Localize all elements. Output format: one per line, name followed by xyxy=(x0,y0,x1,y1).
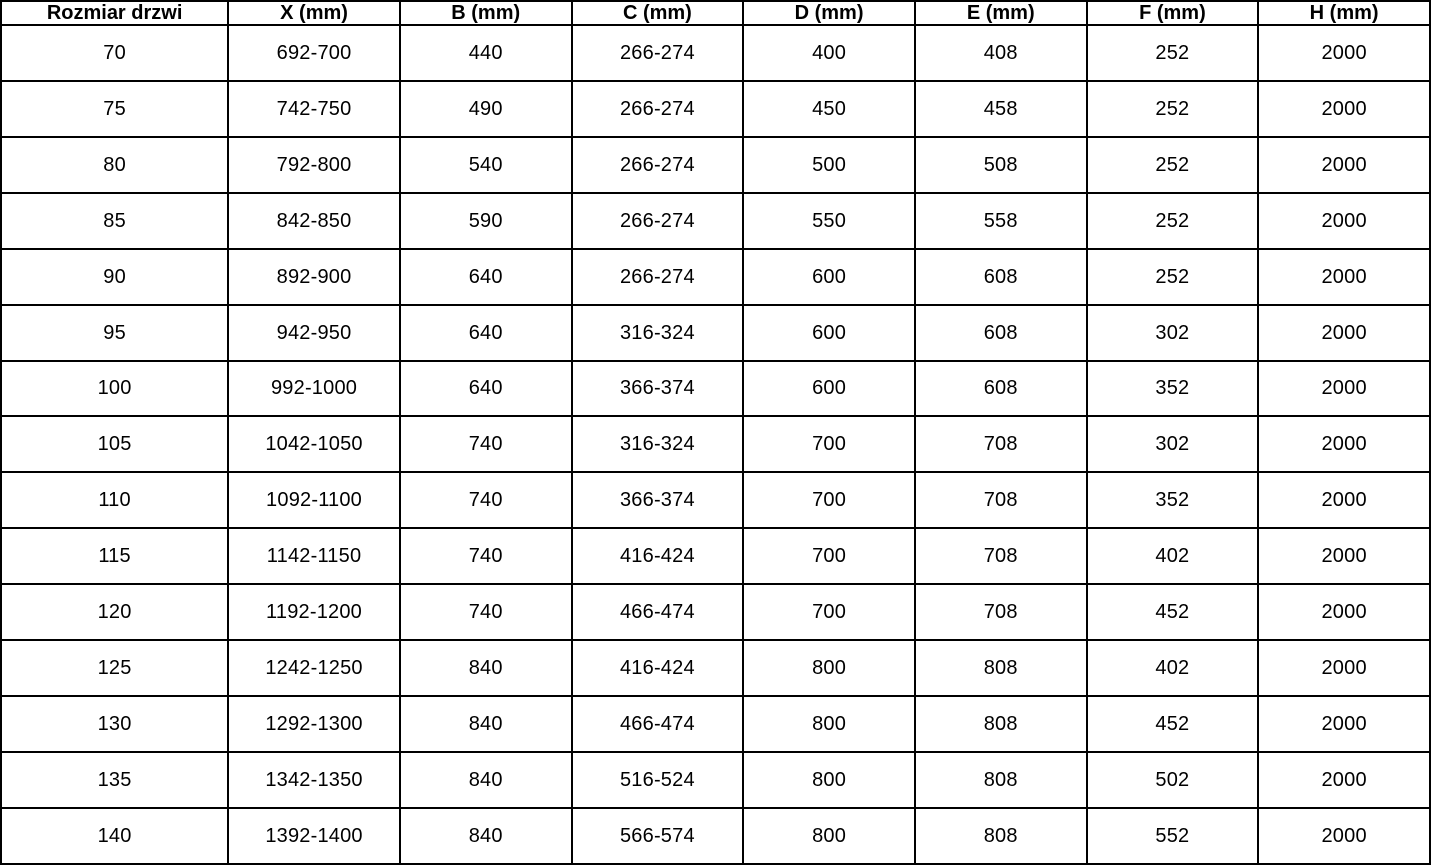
table-cell: 135 xyxy=(1,752,228,808)
table-cell: 700 xyxy=(743,472,915,528)
table-row xyxy=(1,81,1430,137)
table-cell: 416-424 xyxy=(572,528,744,584)
column-header: D (mm) xyxy=(743,1,915,25)
table-cell: 742-750 xyxy=(228,81,400,137)
table-cell: 75 xyxy=(1,81,228,137)
table-cell: 800 xyxy=(743,808,915,864)
table-cell: 125 xyxy=(1,640,228,696)
table-cell: 550 xyxy=(743,193,915,249)
table-cell: 600 xyxy=(743,305,915,361)
table-cell: 808 xyxy=(915,808,1087,864)
table-cell: 2000 xyxy=(1258,416,1430,472)
table-cell: 566-574 xyxy=(572,808,744,864)
table-cell: 1342-1350 xyxy=(228,752,400,808)
table-cell: 266-274 xyxy=(572,249,744,305)
table-cell: 402 xyxy=(1087,528,1259,584)
table-cell: 600 xyxy=(743,361,915,417)
table-cell: 540 xyxy=(400,137,572,193)
table-cell: 450 xyxy=(743,81,915,137)
table-cell: 2000 xyxy=(1258,528,1430,584)
table-cell: 700 xyxy=(743,416,915,472)
table-row xyxy=(1,640,1430,696)
table-cell: 2000 xyxy=(1258,752,1430,808)
table-row xyxy=(1,305,1430,361)
table-cell: 2000 xyxy=(1258,249,1430,305)
table-cell: 466-474 xyxy=(572,584,744,640)
table-cell: 708 xyxy=(915,416,1087,472)
table-cell: 1142-1150 xyxy=(228,528,400,584)
table-row xyxy=(1,584,1430,640)
table-cell: 792-800 xyxy=(228,137,400,193)
table-cell: 252 xyxy=(1087,193,1259,249)
table-cell: 808 xyxy=(915,640,1087,696)
table-cell: 2000 xyxy=(1258,640,1430,696)
table-cell: 316-324 xyxy=(572,416,744,472)
column-header: H (mm) xyxy=(1258,1,1430,25)
table-cell: 2000 xyxy=(1258,808,1430,864)
table-cell: 700 xyxy=(743,584,915,640)
table-cell: 608 xyxy=(915,305,1087,361)
table-cell: 942-950 xyxy=(228,305,400,361)
table-cell: 408 xyxy=(915,25,1087,81)
table-cell: 1292-1300 xyxy=(228,696,400,752)
table-cell: 252 xyxy=(1087,81,1259,137)
column-header: Rozmiar drzwi xyxy=(1,1,228,25)
table-cell: 502 xyxy=(1087,752,1259,808)
table-cell: 266-274 xyxy=(572,137,744,193)
table-row xyxy=(1,361,1430,417)
table-cell: 508 xyxy=(915,137,1087,193)
table-row xyxy=(1,528,1430,584)
table-cell: 466-474 xyxy=(572,696,744,752)
table-cell: 100 xyxy=(1,361,228,417)
table-cell: 90 xyxy=(1,249,228,305)
table-cell: 2000 xyxy=(1258,584,1430,640)
table-cell: 80 xyxy=(1,137,228,193)
table-cell: 452 xyxy=(1087,584,1259,640)
table-cell: 252 xyxy=(1087,249,1259,305)
table-cell: 416-424 xyxy=(572,640,744,696)
table-cell: 402 xyxy=(1087,640,1259,696)
table-cell: 892-900 xyxy=(228,249,400,305)
table-cell: 640 xyxy=(400,249,572,305)
table-cell: 2000 xyxy=(1258,193,1430,249)
table-header xyxy=(1,1,1430,25)
table-cell: 120 xyxy=(1,584,228,640)
table-cell: 2000 xyxy=(1258,305,1430,361)
table-row xyxy=(1,808,1430,864)
table-cell: 500 xyxy=(743,137,915,193)
table-cell: 490 xyxy=(400,81,572,137)
table-cell: 440 xyxy=(400,25,572,81)
table-cell: 2000 xyxy=(1258,137,1430,193)
table-row xyxy=(1,696,1430,752)
table-row xyxy=(1,472,1430,528)
table-row xyxy=(1,416,1430,472)
column-header: X (mm) xyxy=(228,1,400,25)
table-cell: 95 xyxy=(1,305,228,361)
table-cell: 700 xyxy=(743,528,915,584)
table-cell: 692-700 xyxy=(228,25,400,81)
table-cell: 1192-1200 xyxy=(228,584,400,640)
table-cell: 352 xyxy=(1087,361,1259,417)
table-cell: 708 xyxy=(915,472,1087,528)
table-row xyxy=(1,193,1430,249)
table-row xyxy=(1,25,1430,81)
table-cell: 302 xyxy=(1087,305,1259,361)
table-cell: 1242-1250 xyxy=(228,640,400,696)
table-cell: 1392-1400 xyxy=(228,808,400,864)
table-cell: 800 xyxy=(743,696,915,752)
table-cell: 115 xyxy=(1,528,228,584)
column-header: E (mm) xyxy=(915,1,1087,25)
table-cell: 708 xyxy=(915,528,1087,584)
table-cell: 110 xyxy=(1,472,228,528)
table-cell: 840 xyxy=(400,696,572,752)
table-cell: 808 xyxy=(915,752,1087,808)
table-cell: 740 xyxy=(400,472,572,528)
table-cell: 452 xyxy=(1087,696,1259,752)
table-cell: 302 xyxy=(1087,416,1259,472)
table-cell: 252 xyxy=(1087,137,1259,193)
table-cell: 840 xyxy=(400,752,572,808)
table-cell: 266-274 xyxy=(572,81,744,137)
table-cell: 840 xyxy=(400,640,572,696)
table-cell: 740 xyxy=(400,528,572,584)
table-cell: 840 xyxy=(400,808,572,864)
table-cell: 516-524 xyxy=(572,752,744,808)
table-cell: 590 xyxy=(400,193,572,249)
table-cell: 130 xyxy=(1,696,228,752)
table-cell: 1092-1100 xyxy=(228,472,400,528)
table-cell: 842-850 xyxy=(228,193,400,249)
table-cell: 458 xyxy=(915,81,1087,137)
table-cell: 2000 xyxy=(1258,361,1430,417)
table-cell: 640 xyxy=(400,361,572,417)
table-cell: 992-1000 xyxy=(228,361,400,417)
table-row xyxy=(1,137,1430,193)
table-cell: 366-374 xyxy=(572,472,744,528)
table-cell: 366-374 xyxy=(572,361,744,417)
table-cell: 2000 xyxy=(1258,81,1430,137)
table-cell: 640 xyxy=(400,305,572,361)
column-header: F (mm) xyxy=(1087,1,1259,25)
table-cell: 2000 xyxy=(1258,696,1430,752)
table-cell: 600 xyxy=(743,249,915,305)
table-row xyxy=(1,752,1430,808)
column-header: C (mm) xyxy=(572,1,744,25)
table-cell: 266-274 xyxy=(572,25,744,81)
table-cell: 266-274 xyxy=(572,193,744,249)
column-header: B (mm) xyxy=(400,1,572,25)
table-cell: 85 xyxy=(1,193,228,249)
table-cell: 740 xyxy=(400,584,572,640)
table-cell: 140 xyxy=(1,808,228,864)
table-cell: 70 xyxy=(1,25,228,81)
table-cell: 800 xyxy=(743,752,915,808)
table-cell: 352 xyxy=(1087,472,1259,528)
table-cell: 252 xyxy=(1087,25,1259,81)
table-cell: 740 xyxy=(400,416,572,472)
header-row xyxy=(1,1,1430,25)
table-cell: 808 xyxy=(915,696,1087,752)
table-cell: 1042-1050 xyxy=(228,416,400,472)
table-cell: 558 xyxy=(915,193,1087,249)
table-cell: 2000 xyxy=(1258,25,1430,81)
table-cell: 708 xyxy=(915,584,1087,640)
table-cell: 316-324 xyxy=(572,305,744,361)
table-cell: 800 xyxy=(743,640,915,696)
table-cell: 608 xyxy=(915,361,1087,417)
table-cell: 2000 xyxy=(1258,472,1430,528)
table-cell: 105 xyxy=(1,416,228,472)
table-body xyxy=(1,25,1430,864)
table-cell: 608 xyxy=(915,249,1087,305)
table-cell: 400 xyxy=(743,25,915,81)
table-cell: 552 xyxy=(1087,808,1259,864)
table-row xyxy=(1,249,1430,305)
